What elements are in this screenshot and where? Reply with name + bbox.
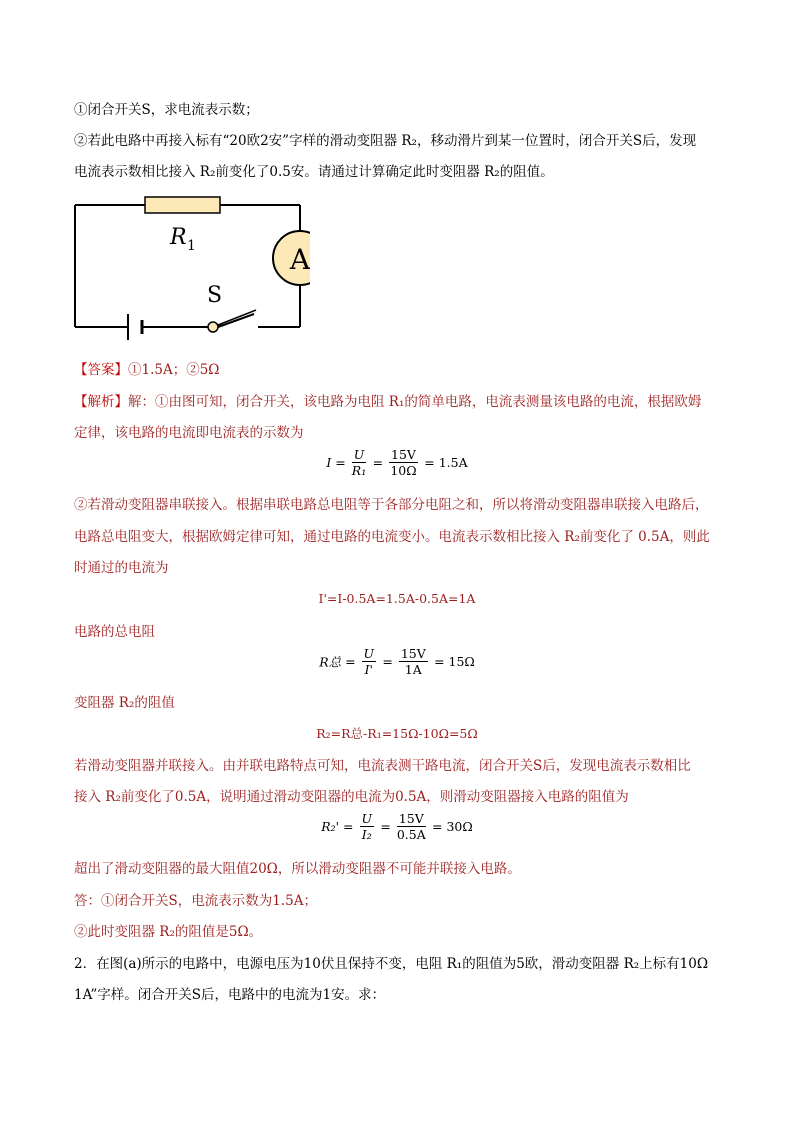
eq1-result: 1.5A [438,455,468,470]
q1-part2-line2: 电流表示数相比接入 R₂前变化了0.5安。请通过计算确定此时变阻器 R₂的阻值。 [74,164,554,180]
eq1-lhs: I [326,455,332,470]
q1-part2-line1: ②若此电路中再接入标有“20欧2安”字样的滑动变阻器 R₂，移动滑片到某一位置时，闭合开关S后，发现 [74,133,697,149]
equation-1: I = $\frac{U}{\text{R₁}}$ = $\frac{15V}{10\Omega}$ = 1.5A [326,447,468,478]
resistor-label: R [170,225,187,250]
analysis-line5: 时通过的电流为 [74,560,169,576]
q2-line1: 2．在图(a)所示的电路中，电源电压为10伏且保持不变，电阻 R₁的阻值为5欧，滑动变阻器 R₂上标有10Ω [74,956,709,972]
circuit-diagram [70,190,310,340]
eq1-frac2 [389,447,418,478]
q2-line2: 1A”字样。闭合开关S后，电路中的电流为1安。求： [74,987,386,1003]
eq5-num1: U [361,811,373,826]
eq1-den2: 10Ω [390,463,417,478]
analysis-line1-text: 解：①由图可知，闭合开关，该电路为电阻 R₁的简单电路，电流表测量该电路的电流，根据欧姆 [128,394,702,410]
answer-tag: 【答案】 [74,362,128,378]
analysis-line2: 定律，该电路的电流即电流表的示数为 [74,425,304,441]
switch-label: S [207,283,223,308]
resistor-r1 [145,197,220,213]
analysis-line3: ②若滑动变阻器串联接入。根据串联电路总电阻等于各部分电阻之和，所以将滑动变阻器串联接入电路后， [74,497,709,513]
analysis-line7: 变阻器 R₂的阻值 [74,695,175,711]
eq1-num1: U [353,447,365,462]
eq5-den1: I₂ [361,827,372,842]
eq5-lhs: R₂' [321,819,340,834]
eq3-frac1 [362,646,377,677]
q1-part1: ①闭合开关S，求电流表示数； [74,102,259,118]
eq5-frac1 [360,811,375,842]
eq3-den2: 1A [404,662,422,677]
equation-2: I'=I-0.5A=1.5A-0.5A=1A [318,591,476,606]
switch-lever [218,310,256,325]
switch-pivot [208,322,218,332]
analysis-line9: 接入 R₂前变化了0.5A，说明通过滑动变阻器的电流为0.5A，则滑动变阻器接入电路的阻值为 [74,789,629,805]
ammeter-label: A [289,243,310,276]
eq5-result: 30Ω [446,819,473,834]
eq1-den1: R₁ [351,463,367,478]
eq1-num2: 15V [391,447,416,462]
eq5-num2: 15V [398,811,424,826]
analysis-line6: 电路的总电阻 [74,624,155,640]
equation-5: R₂' = $\frac{U}{\text{I₂}}$ = $\frac{15V}{0.5A}$ = 30Ω [321,811,473,842]
equation-3: R总 = $\frac{U}{I'}$ = $\frac{15V}{1A}$ = 15Ω [319,646,475,677]
eq3-result: 15Ω [448,654,475,669]
analysis-line8: 若滑动变阻器并联接入。由并联电路特点可知，电流表测干路电流，闭合开关S后，发现电流表示数相比 [74,758,691,774]
resistor-label-sub: 1 [187,238,196,254]
eq3-num1: U [363,646,375,661]
analysis-line11: 答：①闭合开关S，电流表示数为1.5A； [74,893,317,909]
answer-line [74,360,220,380]
analysis-line10: 超出了滑动变阻器的最大阻值20Ω，所以滑动变阻器不可能并联接入电路。 [74,861,521,877]
answer-text: ①1.5A；②5Ω [128,362,220,378]
eq1-frac1 [352,447,367,478]
eq3-num2: 15V [400,646,426,661]
eq3-den1: I' [364,662,373,677]
eq5-den2: 0.5A [396,827,426,842]
equation-4: R₂=R总-R₁=15Ω-10Ω=5Ω [316,726,478,741]
analysis-line12: ②此时变阻器 R₂的阻值是5Ω。 [74,924,263,940]
eq3-frac2 [399,646,428,677]
analysis-line4: 电路总电阻变大，根据欧姆定律可知，通过电路的电流变小。电流表示数相比接入 R₂前变化了 0.5A，则此 [74,529,710,545]
eq5-frac2 [397,811,426,842]
analysis-tag: 【解析】 [74,394,128,410]
eq3-lhs: R总 [319,654,342,670]
analysis-line1 [74,392,701,412]
